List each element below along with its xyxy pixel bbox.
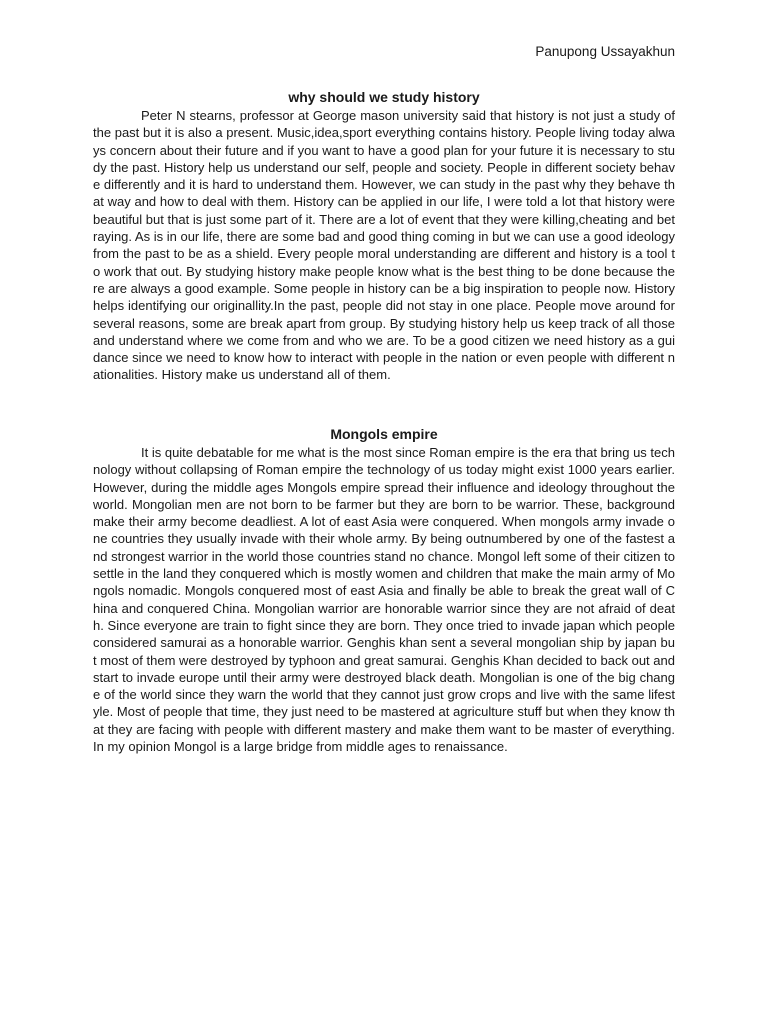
section-body-history: Peter N stearns, professor at George mason university said that history is not just a study of the past but it is also a present. Music,idea,sport everything contains history. People living today always concern about their future and if you want to have a good plan for your future it is necessary to study the past. History help us understand our self, people and society. People in different society behave differently and it is hard to understand them. However, we can study in the past why they behave that way and how to deal with them. History can be applied in our life, I were told a lot that history were beautiful but that is just some part of it. There are a lot of event that they were killing,cheating and betraying. As is in our life, there are some bad and good thing coming in but we can use a good ideology from the past to be as a shield. Every people moral understanding are different and history is a tool to work that out. By studying history make people know what is the best thing to be done because there are always a good example. Some people in history can be a big inspiration to people now. History helps identifying our originallity.In the past, people did not stay in one place. People move around for several reasons, some are break apart from group. By studying history help us keep track of all those and understand where we come from and who we are. To be a good citizen we need history as a guidance since we need to know how to interact with people in the nation or even people with different nationalities. History make us understand all of them. xyxy=(93,108,675,383)
section-body-mongols: It is quite debatable for me what is the most since Roman empire is the era that bring us technology without collapsing of Roman empire the technology of us today might exist 1000 years earlier. However, during the middle ages Mongols empire spread their influence and ideology throughout the world. Mongolian men are not born to be farmer but they are born to be warrior. These, background make their army become deadliest. A lot of east Asia were conquered. When mongols army invade one countries they usually invade with their whole army. By being outnumbered by one of the fastest and strongest warrior in the world those countries stand no chance. Mongol left some of their citizen to settle in the land they conquered which is mostly women and children that make the main army of Mongols nomadic. Mongols conquered most of east Asia and finally be able to break the great wall of China and conquered China. Mongolian warrior are honorable warrior since they are not afraid of death. Since everyone are train to fight since they are born. They once tried to invade japan which people considered samurai as a honorable warrior. Genghis khan sent a several mongolian ship by japan but most of them were destroyed by typhoon and great samurai. Genghis Khan decided to back out and start to invade europe until their army were destroyed black death. Mongolian is one of the big change of the world since they warn the world that they cannot just grow crops and live with the same lifestyle. Most of people that time, they just need to be mastered at agriculture stuff but when they know that they are facing with people with different mastery and make them want to be master of everything. In my opinion Mongol is a large bridge from middle ages to renaissance. xyxy=(93,445,675,755)
section-title-mongols: Mongols empire xyxy=(330,426,438,442)
author-name: Panupong Ussayakhun xyxy=(535,44,675,59)
section-title-history: why should we study history xyxy=(288,89,480,105)
